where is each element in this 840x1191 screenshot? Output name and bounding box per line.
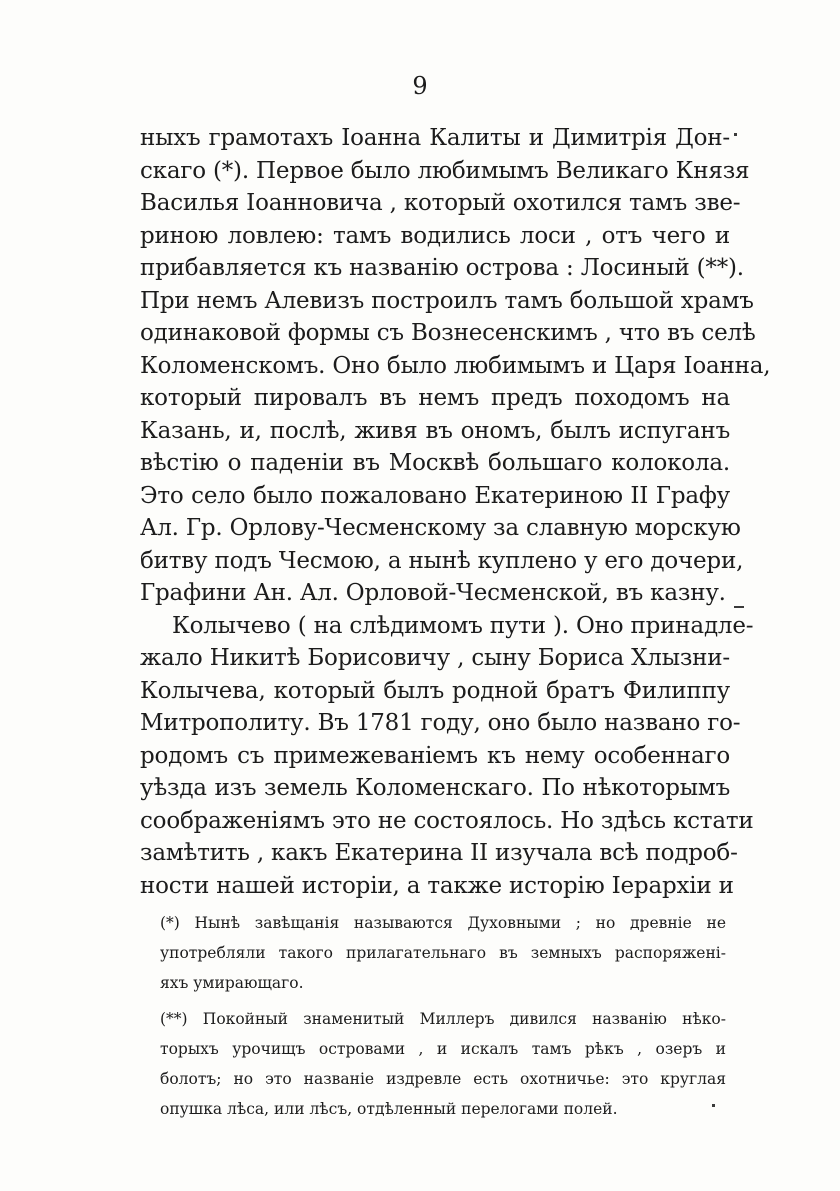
text-line: который пировалъ въ немъ предъ походомъ на [140, 385, 730, 411]
text-line: Василья Іоанновича , который охотился тамъ зве- [140, 190, 741, 216]
footnote-2-line: (**) Покойный знаменитый Миллеръ дивился названію нѣко- [160, 1010, 726, 1028]
text-line: Колычево ( на слѣдимомъ пути ). Оно принадле- [172, 612, 754, 639]
footnote-1-line: яхъ умирающаго. [160, 974, 304, 992]
text-line: Колычева, который былъ родной братъ Филиппу [140, 677, 730, 704]
text-line: Ал. Гр. Орлову-Чесменскому за славную морскую [140, 515, 741, 541]
text-line: риною ловлею: тамъ водились лоси , отъ чего и [140, 222, 730, 249]
text-line: уѣзда изъ земель Коломенскаго. По нѣкоторымъ [140, 775, 730, 801]
text-line: Митрополиту. Въ 1781 году, оно было названо го- [140, 710, 741, 736]
text-line: одинаковой формы съ Вознесенскимъ , что въ селѣ [140, 320, 756, 346]
scan-speck [734, 133, 737, 136]
text-line: прибавляется къ названію острова : Лосиный (**). [140, 255, 744, 281]
scan-dash-mark [734, 606, 744, 608]
text-line: битву подъ Чесмою, а нынѣ куплено у его дочери, [140, 547, 744, 574]
text-line: жало Никитѣ Борисовичу , сыну Бориса Хлызни- [140, 645, 730, 671]
scan-speck [712, 1104, 715, 1107]
text-line: При немъ Алевизъ построилъ тамъ большой храмъ [140, 287, 754, 314]
footnote-2-line: опушка лѣса, или лѣсъ, отдѣленный перелогами полей. [160, 1100, 618, 1118]
footnote-1-line: (*) Нынѣ завѣщанія называются Духовными ; но древніе не [160, 914, 726, 932]
text-line: соображеніямъ это не состоялось. Но здѣсь кстати [140, 807, 754, 834]
text-line: ности нашей исторіи, а также исторію Іерархіи и [140, 872, 734, 899]
footnote-2-line: торыхъ урочищъ островами , и искалъ тамъ рѣкъ , озеръ и [160, 1040, 726, 1058]
text-line: родомъ съ примежеваніемъ къ нему особеннаго [140, 742, 730, 769]
text-line: Коломенскомъ. Оно было любимымъ и Царя Іоанна, [140, 352, 771, 379]
text-line: ныхъ грамотахъ Іоанна Калиты и Димитрія Дон- [140, 125, 730, 151]
footnote-1-line: употребляли такого прилагательнаго въ земныхъ распоряжені- [160, 944, 726, 962]
text-line: Графини Ан. Ал. Орловой-Чесменской, въ казну. [140, 580, 726, 606]
text-line: скаго (*). Первое было любимымъ Великаго Князя [140, 157, 750, 184]
page-number: 9 [412, 72, 428, 100]
body-text [140, 122, 771, 902]
text-line: Казань, и, послѣ, живя въ ономъ, былъ испуганъ [140, 417, 730, 444]
text-line: замѣтить , какъ Екатерина II изучала всѣ подроб- [140, 840, 738, 866]
footnote-2-line: болотъ; но это названіе издревле есть охотничье: это круглая [160, 1070, 726, 1088]
text-line: Это село было пожаловано Екатериною II Графу [140, 482, 730, 509]
text-line: вѣстію о паденіи въ Москвѣ большаго колокола. [140, 450, 730, 476]
footnotes [160, 908, 726, 1124]
